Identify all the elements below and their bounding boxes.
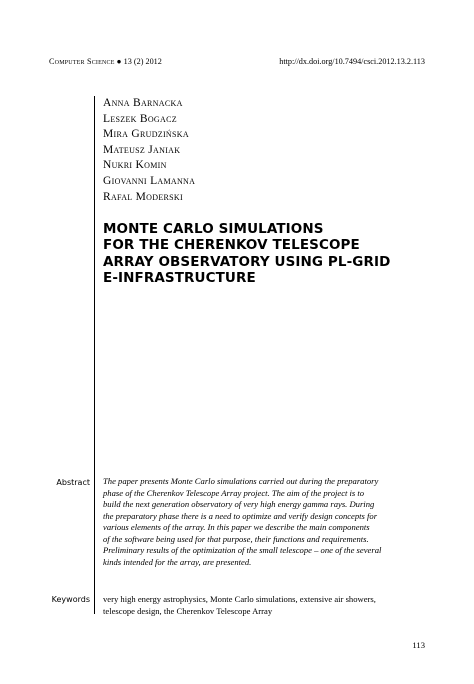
abstract-label: Abstract	[56, 478, 90, 487]
abstract-line: build the next generation observatory of very high energy gamma rays. During	[103, 499, 375, 509]
abstract-line: various elements of the array. In this paper we describe the main components	[103, 522, 370, 532]
vertical-rule	[94, 96, 95, 614]
author-name: Mateusz Janiak	[103, 143, 181, 156]
author-name: Anna Barnacka	[103, 97, 183, 109]
abstract-text	[103, 476, 425, 568]
paper-title	[103, 221, 443, 287]
doi-link[interactable]: http://dx.doi.org/10.7494/csci.2012.13.2.113	[279, 57, 425, 66]
author-name: Giovanni Lamanna	[103, 174, 196, 187]
title-line: ARRAY OBSERVATORY USING PL-GRID	[103, 253, 391, 270]
journal-name: Computer Science	[49, 57, 115, 66]
author-name: Nukri Komin	[103, 159, 167, 172]
title-line: MONTE CARLO SIMULATIONS	[103, 221, 324, 237]
abstract-line: the preparatory phase there is a need to optimize and verify design concepts for	[103, 510, 378, 521]
journal-citation	[49, 57, 162, 66]
abstract-line: of the software being used for that purpose, their functions and requirements.	[103, 533, 369, 544]
running-header	[49, 57, 425, 66]
title-line: FOR THE CHERENKOV TELESCOPE	[103, 237, 360, 254]
keywords-line: telescope design, the Cherenkov Telescope Array	[103, 605, 273, 616]
keywords-line: very high energy astrophysics, Monte Carlo simulations, extensive air showers,	[103, 594, 376, 604]
abstract-line: The paper presents Monte Carlo simulations carried out during the preparatory	[103, 476, 379, 486]
author-list	[103, 96, 195, 205]
abstract-line: kinds intended for the array, are presented.	[103, 556, 252, 567]
page-number: 113	[412, 640, 425, 650]
keywords-text	[103, 594, 425, 617]
author-name: Mira Grudzińska	[103, 128, 189, 141]
abstract-line: phase of the Cherenkov Telescope Array project. The aim of the project is to	[103, 487, 365, 498]
abstract-line: Preliminary results of the optimization of the small telescope – one of the several	[103, 545, 382, 555]
title-line: E-INFRASTRUCTURE	[103, 270, 256, 287]
bullet-separator: ●	[116, 57, 122, 66]
journal-issue: 13 (2) 2012	[123, 57, 162, 66]
keywords-label: Keywords	[51, 595, 90, 604]
author-name: Rafal Moderski	[103, 190, 183, 203]
author-name: Leszek Bogacz	[103, 112, 177, 125]
